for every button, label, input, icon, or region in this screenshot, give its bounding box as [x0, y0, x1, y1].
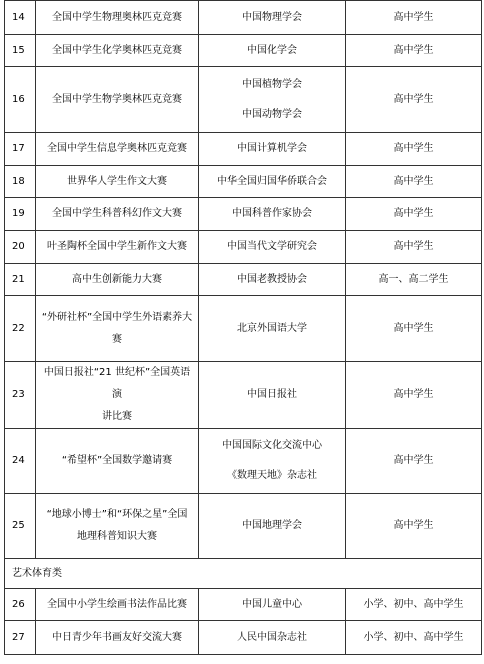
section-header-row	[5, 559, 482, 589]
cell-line: 高中生创新能力大赛	[72, 273, 162, 285]
organizer	[199, 296, 346, 362]
competition-name	[36, 362, 199, 429]
table-row	[5, 494, 482, 559]
cell-line: 全国中学生物理奥林匹克竞赛	[52, 11, 182, 23]
cell-line: 全国中学生信息学奥林匹克竞赛	[47, 143, 187, 154]
table-row	[5, 35, 482, 67]
competition-name	[36, 264, 199, 296]
organizer	[199, 133, 346, 166]
target-students: 高中学生	[346, 362, 482, 429]
row-number: 19	[5, 198, 36, 231]
row-number: 15	[5, 35, 36, 67]
organizer	[199, 231, 346, 264]
cell-line: 中国植物学会	[242, 78, 302, 90]
row-number: 24	[5, 429, 36, 494]
organizer	[199, 1, 346, 35]
cell-line: 中国日报社“21 世纪杯”全国英语演	[43, 367, 191, 400]
table-row	[5, 133, 482, 166]
cell-line: 中国儿童中心	[242, 598, 302, 610]
cell-line: 叶圣陶杯全国中学生新作文大赛	[47, 241, 187, 252]
row-number: 23	[5, 362, 36, 429]
competition-name	[36, 494, 199, 559]
table-row	[5, 264, 482, 296]
cell-line: “外研社杯”全国中学生外语素养大	[41, 311, 193, 323]
cell-line: “地球小博士”和“环保之星”全国	[46, 509, 188, 520]
table-row	[5, 231, 482, 264]
target-students: 高中学生	[346, 429, 482, 494]
cell-line: 全国中学生化学奥林匹克竞赛	[52, 44, 182, 56]
row-number: 20	[5, 231, 36, 264]
cell-line: 全国中学生物学奥林匹克竞赛	[52, 93, 182, 105]
cell-line: 世界华人学生作文大赛	[67, 175, 167, 187]
cell-line: 中日青少年书画友好交流大赛	[52, 631, 182, 643]
row-number: 17	[5, 133, 36, 166]
cell-line: 中国物理学会	[242, 11, 302, 23]
target-students: 小学、初中、高中学生	[346, 589, 482, 621]
cell-line: 全国中学生科普科幻作文大赛	[52, 208, 182, 219]
cell-line: 中国地理学会	[242, 520, 302, 531]
competition-name	[36, 296, 199, 362]
target-students: 小学、初中、高中学生	[346, 621, 482, 655]
organizer	[199, 362, 346, 429]
table-row	[5, 198, 482, 231]
competition-name	[36, 67, 199, 133]
organizer	[199, 621, 346, 655]
competition-name	[36, 166, 199, 198]
cell-line: 全国中小学生绘画书法作品比赛	[47, 598, 187, 610]
competition-name	[36, 35, 199, 67]
cell-line: 《数理天地》杂志社	[227, 470, 317, 481]
target-students: 高中学生	[346, 35, 482, 67]
table-row	[5, 67, 482, 133]
cell-line: 中国老教授协会	[237, 273, 307, 285]
cell-line: 中国计算机学会	[237, 143, 307, 154]
row-number: 18	[5, 166, 36, 198]
cell-line: 赛	[112, 333, 122, 345]
table-row	[5, 621, 482, 655]
cell-line: 讲比赛	[102, 411, 132, 422]
competition-name	[36, 198, 199, 231]
target-students: 高中学生	[346, 166, 482, 198]
organizer	[199, 589, 346, 621]
row-number: 22	[5, 296, 36, 362]
cell-line: “希望杯”全国数学邀请赛	[61, 455, 173, 466]
target-students: 高一、高二学生	[346, 264, 482, 296]
competition-name	[36, 231, 199, 264]
organizer	[199, 166, 346, 198]
table-row	[5, 589, 482, 621]
cell-line: 中国国际文化交流中心	[222, 440, 322, 451]
competition-name	[36, 429, 199, 494]
table-row	[5, 429, 482, 494]
table-row	[5, 166, 482, 198]
row-number: 27	[5, 621, 36, 655]
target-students: 高中学生	[346, 198, 482, 231]
target-students: 高中学生	[346, 296, 482, 362]
table-row	[5, 362, 482, 429]
target-students: 高中学生	[346, 494, 482, 559]
target-students: 高中学生	[346, 1, 482, 35]
organizer	[199, 264, 346, 296]
competition-name	[36, 589, 199, 621]
competition-name	[36, 1, 199, 35]
target-students: 高中学生	[346, 67, 482, 133]
row-number: 25	[5, 494, 36, 559]
cell-line: 地理科普知识大赛	[77, 531, 157, 542]
row-number: 26	[5, 589, 36, 621]
cell-line: 中国日报社	[247, 389, 297, 400]
cell-line: 中华全国归国华侨联合会	[217, 175, 327, 187]
cell-line: 中国动物学会	[242, 108, 302, 120]
row-number: 21	[5, 264, 36, 296]
row-number: 16	[5, 67, 36, 133]
table-row	[5, 296, 482, 362]
cell-line: 北京外国语大学	[237, 322, 307, 334]
competition-name	[36, 133, 199, 166]
organizer	[199, 429, 346, 494]
cell-line: 中国科普作家协会	[232, 208, 312, 219]
organizer	[199, 35, 346, 67]
target-students: 高中学生	[346, 133, 482, 166]
section-label: 艺术体育类	[5, 559, 482, 589]
target-students: 高中学生	[346, 231, 482, 264]
cell-line: 中国化学会	[247, 44, 297, 56]
competition-table	[4, 0, 482, 655]
table-body	[5, 1, 482, 655]
organizer	[199, 67, 346, 133]
row-number: 14	[5, 1, 36, 35]
table-row	[5, 1, 482, 35]
organizer	[199, 494, 346, 559]
cell-line: 中国当代文学研究会	[227, 241, 317, 252]
organizer	[199, 198, 346, 231]
competition-name	[36, 621, 199, 655]
cell-line: 人民中国杂志社	[237, 631, 307, 643]
